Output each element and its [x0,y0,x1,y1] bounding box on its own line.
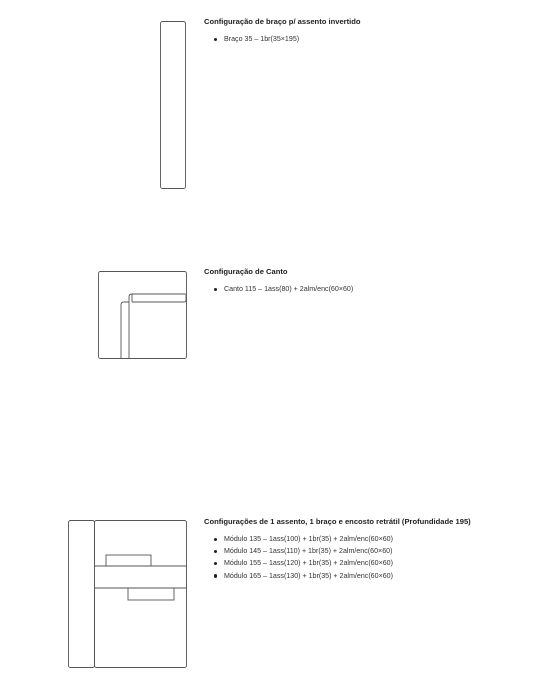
spec-list [204,533,539,582]
list-item: Módulo 135 – 1ass(100) + 1br(35) + 2alm/enc(60×60) [224,533,539,545]
spec-list [204,33,539,45]
list-item: Módulo 145 – 1ass(110) + 1br(35) + 2alm/enc(60×60) [224,545,539,557]
corner-outline-drawing [96,269,190,361]
arm-configuration-section [0,0,546,200]
list-item: Módulo 155 – 1ass(120) + 1br(35) + 2alm/enc(60×60) [224,557,539,569]
section-title: Configuração de Canto [204,267,288,276]
seat-arm-retractable-outline-drawing [66,518,190,670]
section-title: Configuração de braço p/ assento invertido [204,17,361,26]
corner-configuration-section [0,250,546,380]
list-item: Braço 35 – 1br(35×195) [224,33,539,45]
spec-list [204,283,539,295]
section-title: Configurações de 1 assento, 1 braço e encosto retrátil (Profundidade 195) [204,517,471,526]
list-item: Módulo 165 – 1ass(130) + 1br(35) + 2alm/enc(60×60) [224,570,539,582]
arm-outline-drawing [158,19,188,191]
seat-arm-configuration-section [0,500,546,689]
list-item: Canto 115 – 1ass(80) + 2alm/enc(60×60) [224,283,539,295]
